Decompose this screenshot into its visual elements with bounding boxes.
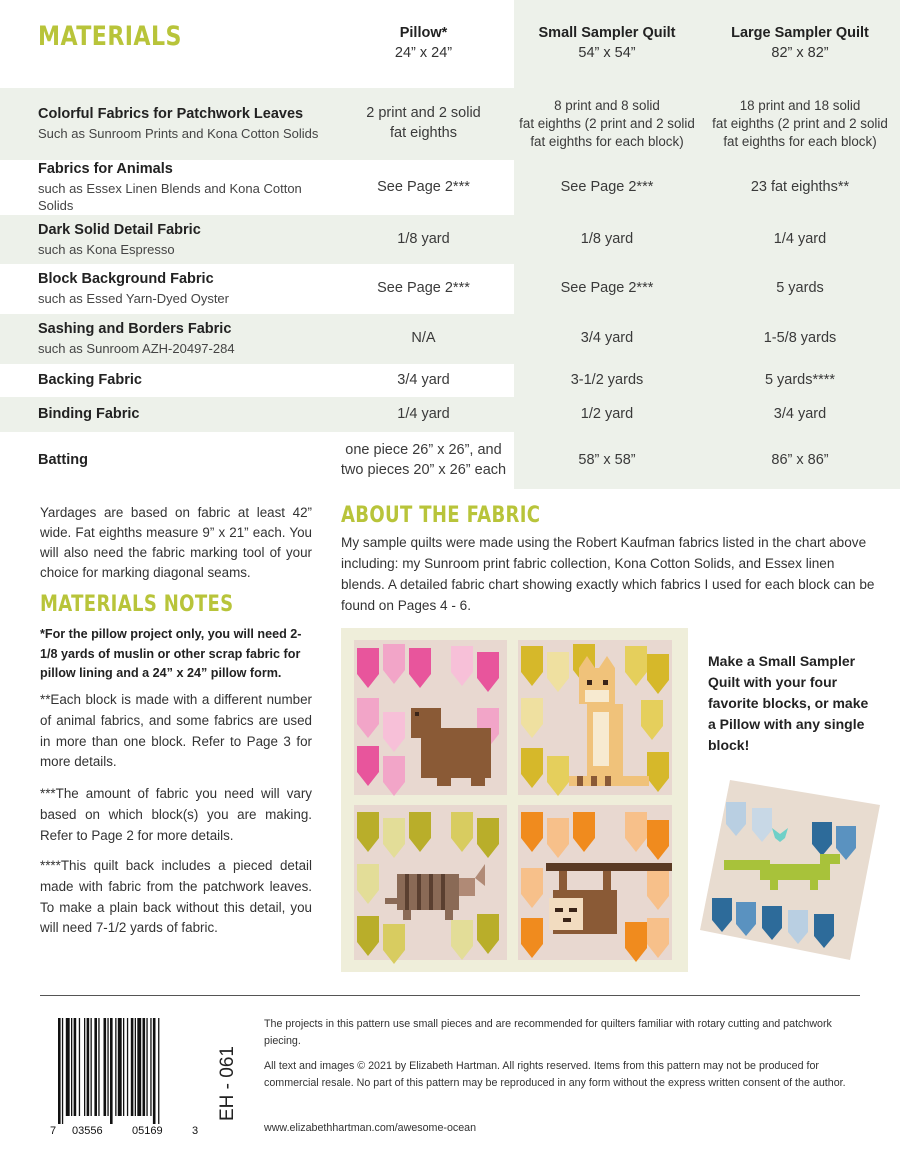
barcode-bar (98, 1018, 99, 1116)
quantity-cell (514, 364, 700, 397)
quantity-cell (700, 264, 900, 314)
materials-title: MATERIALS (38, 20, 182, 52)
quantity-cell (514, 264, 700, 314)
quantity-line: 1/4 yard (773, 230, 827, 247)
barcode-bar (94, 1018, 97, 1116)
barcode-bar (135, 1018, 136, 1116)
quantity-cell (700, 397, 900, 432)
barcode-bar (91, 1018, 92, 1116)
quantity-line: See Page 2*** (560, 178, 654, 195)
quantity-line: 1-5/8 yards (763, 330, 837, 347)
barcode-bar (131, 1018, 134, 1116)
quantity-cell (700, 314, 900, 364)
barcode-bar (71, 1018, 72, 1116)
quantity-cell (514, 314, 700, 364)
quantity-line: 8 print and 8 solid (554, 97, 660, 113)
pillow-note: *For the pillow project only, you will need 2-1/8 yards of muslin or other scrap fabric for pillow lining and a 24” x 24” pillow form. (40, 627, 302, 681)
barcode-digit-group-right: 05169 (132, 1125, 163, 1136)
quantity-line: 2 print and 2 solid (366, 105, 481, 122)
quantity-line: 5 yards (776, 280, 824, 297)
fabric-amount-note: ***The amount of fabric you need will vary based on which block(s) you are making. Refer to Page 2 for more details. (40, 786, 312, 843)
material-example: such as Essed Yarn-Dyed Oyster (38, 291, 229, 306)
barcode-bar (62, 1018, 63, 1124)
barcode-bar (74, 1018, 77, 1116)
table-row (0, 397, 900, 432)
barcode-bar (153, 1018, 156, 1124)
quantity-cell (700, 215, 900, 264)
quantity-cell (700, 88, 900, 160)
barcode-digit-last: 3 (192, 1125, 199, 1136)
quilt-back-note: ****This quilt back includes a pieced detail made with fabric from the patchwork leaves. To make a plain back without this detail, you will need 7-1/2 yards of fabric. (40, 858, 312, 936)
quantity-line: 1/8 yard (580, 230, 634, 247)
quantity-line: N/A (411, 330, 436, 347)
quantity-line: 1/2 yard (580, 405, 634, 422)
quantity-cell (333, 397, 514, 432)
material-name-cell (0, 215, 333, 264)
column-name: Pillow* (399, 25, 448, 42)
sampler-quilt-illustration (341, 628, 688, 972)
footer-divider (40, 995, 860, 996)
pillow-image (700, 780, 880, 960)
quantity-line: fat eighths (2 print and 2 solid (519, 115, 695, 131)
table-row (0, 314, 900, 364)
quantity-cell (333, 215, 514, 264)
material-name: Dark Solid Detail Fabric (38, 221, 201, 238)
barcode-bar (87, 1018, 90, 1116)
quantity-line: 3/4 yard (580, 330, 634, 347)
barcode-digit-group-left: 03556 (72, 1125, 103, 1136)
quantity-cell (333, 88, 514, 160)
quantity-line: fat eighths (390, 125, 457, 141)
column-header-large-sampler (700, 0, 900, 88)
quantity-line: fat eighths for each block) (530, 134, 684, 150)
barcode-bar (123, 1018, 124, 1116)
material-name: Fabrics for Animals (38, 161, 173, 178)
quantity-line: two pieces 20” x 26” each (340, 461, 507, 478)
quantity-line: one piece 26” x 26”, and (345, 441, 502, 458)
quantity-cell (514, 160, 700, 215)
quantity-line: See Page 2*** (377, 178, 470, 195)
pattern-sku: EH - 061 (217, 1046, 238, 1121)
quantity-line: 3-1/2 yards (570, 371, 644, 388)
material-example: Such as Sunroom Prints and Kona Cotton Solids (38, 126, 319, 141)
barcode-bar (79, 1018, 80, 1116)
material-name-cell (0, 314, 333, 364)
column-name: Small Sampler Quilt (538, 25, 676, 42)
material-name-cell (0, 397, 333, 432)
material-name: Batting (38, 451, 88, 468)
quantity-line: 3/4 yard (773, 405, 827, 422)
quantity-line: 3/4 yard (397, 371, 450, 388)
barcode-bar (66, 1018, 70, 1116)
material-name-cell (0, 364, 333, 397)
table-body (0, 88, 900, 489)
quantity-cell (333, 432, 514, 489)
material-name-cell (0, 264, 333, 314)
quantity-line: 18 print and 18 solid (739, 97, 861, 113)
quantity-line: fat eighths (2 print and 2 solid (712, 115, 888, 131)
quantity-cell (333, 160, 514, 215)
barcode-bar (150, 1018, 151, 1116)
column-header-pillow (333, 0, 514, 88)
barcode-bar (158, 1018, 159, 1124)
material-name: Block Background Fabric (38, 271, 214, 288)
table-row (0, 88, 900, 160)
barcode-bar (146, 1018, 147, 1116)
quantity-cell (514, 397, 700, 432)
quantity-cell (514, 88, 700, 160)
table-row (0, 160, 900, 215)
barcode-bar (84, 1018, 85, 1116)
table-row (0, 432, 900, 489)
materials-table (0, 0, 900, 489)
quantity-cell (333, 264, 514, 314)
barcode-bar (104, 1018, 107, 1116)
table-row (0, 264, 900, 314)
quantity-cell (514, 215, 700, 264)
skill-note: The projects in this pattern use small pieces and are recommended for quilters familiar with rotary cutting and patchwork piecing. (264, 1018, 832, 1048)
quantity-cell (700, 364, 900, 397)
barcode-bar (110, 1018, 113, 1124)
barcode-digit-first: 7 (50, 1125, 57, 1136)
material-name: Sashing and Borders Fabric (38, 321, 232, 338)
quantity-cell (514, 432, 700, 489)
quantity-line: 5 yards**** (764, 371, 836, 388)
material-example: such as Essex Linen Blends and Kona Cotton Solids (38, 180, 302, 214)
copyright-note: All text and images © 2021 by Elizabeth Hartman. All rights reserved. Items from this pattern may not be produced for commercial resale. No part of this pattern may be reproduced in any form without the express written consent of the author. (264, 1060, 846, 1090)
quantity-line: See Page 2*** (560, 280, 654, 297)
quantity-cell (700, 432, 900, 489)
material-example: such as Sunroom AZH-20497-284 (38, 341, 235, 356)
material-name-cell (0, 432, 333, 489)
barcode-bar (115, 1018, 116, 1116)
quantity-cell (333, 364, 514, 397)
column-name: Large Sampler Quilt (731, 25, 869, 42)
table-row (0, 215, 900, 264)
material-name: Binding Fabric (38, 405, 140, 422)
material-name-cell (0, 88, 333, 160)
quantity-line: 1/8 yard (397, 230, 450, 247)
animal-fabrics-note: **Each block is made with a different number of animal fabrics, and some fabrics are used in more than one block. Refer to Page 3 for more details. (40, 692, 312, 770)
barcode-bar (143, 1018, 146, 1116)
about-fabric-title: ABOUT THE FABRIC (341, 503, 541, 528)
quantity-line: fat eighths for each block) (723, 134, 877, 150)
quantity-cell (700, 160, 900, 215)
yardage-note: Yardages are based on fabric at least 42” wide. Fat eighths measure 9” x 21” each. You will also need the fabric marking tool of your choice for marking diagonal seams. (40, 505, 312, 581)
sampler-quilt-image (341, 628, 688, 972)
about-fabric-text: My sample quilts were made using the Robert Kaufman fabrics listed in the chart above including: my Sunroom print fabric collection, Kona Cotton Solids, and Essex linen blends. A detailed fabric chart showing exactly which fabrics I used for each block can be found on Pages 4 - 6. (341, 535, 875, 614)
quantity-line: 1/4 yard (397, 405, 450, 422)
column-size: 82” x 82” (771, 45, 829, 61)
table-row (0, 364, 900, 397)
quantity-line: 23 fat eighths** (750, 178, 850, 195)
material-name-cell (0, 160, 333, 215)
materials-notes-title: MATERIALS NOTES (40, 592, 234, 617)
barcode-bar (118, 1018, 122, 1116)
barcode-bar (127, 1018, 128, 1116)
sampler-caption: Make a Small Sampler Quilt with your four favorite blocks, or make a Pillow with any single block! (708, 653, 869, 753)
material-name: Backing Fabric (38, 371, 142, 388)
website-url: www.elizabethhartman.com/awesome-ocean (264, 1122, 477, 1134)
barcode-bar (137, 1018, 141, 1116)
material-name: Colorful Fabrics for Patchwork Leaves (38, 106, 304, 123)
quantity-line: 86” x 86” (771, 451, 829, 468)
column-size: 54” x 54” (578, 45, 636, 61)
table-header-row (0, 0, 900, 88)
column-size: 24” x 24” (394, 45, 453, 61)
column-header-small-sampler (514, 0, 700, 88)
quantity-line: See Page 2*** (377, 280, 470, 297)
quantity-line: 58” x 58” (578, 451, 636, 468)
barcode-bar (58, 1018, 61, 1124)
material-example: such as Kona Espresso (38, 241, 175, 257)
materials-title-cell (0, 0, 333, 88)
barcode-bar (107, 1018, 108, 1116)
barcode-image (50, 1018, 200, 1136)
quantity-cell (333, 314, 514, 364)
